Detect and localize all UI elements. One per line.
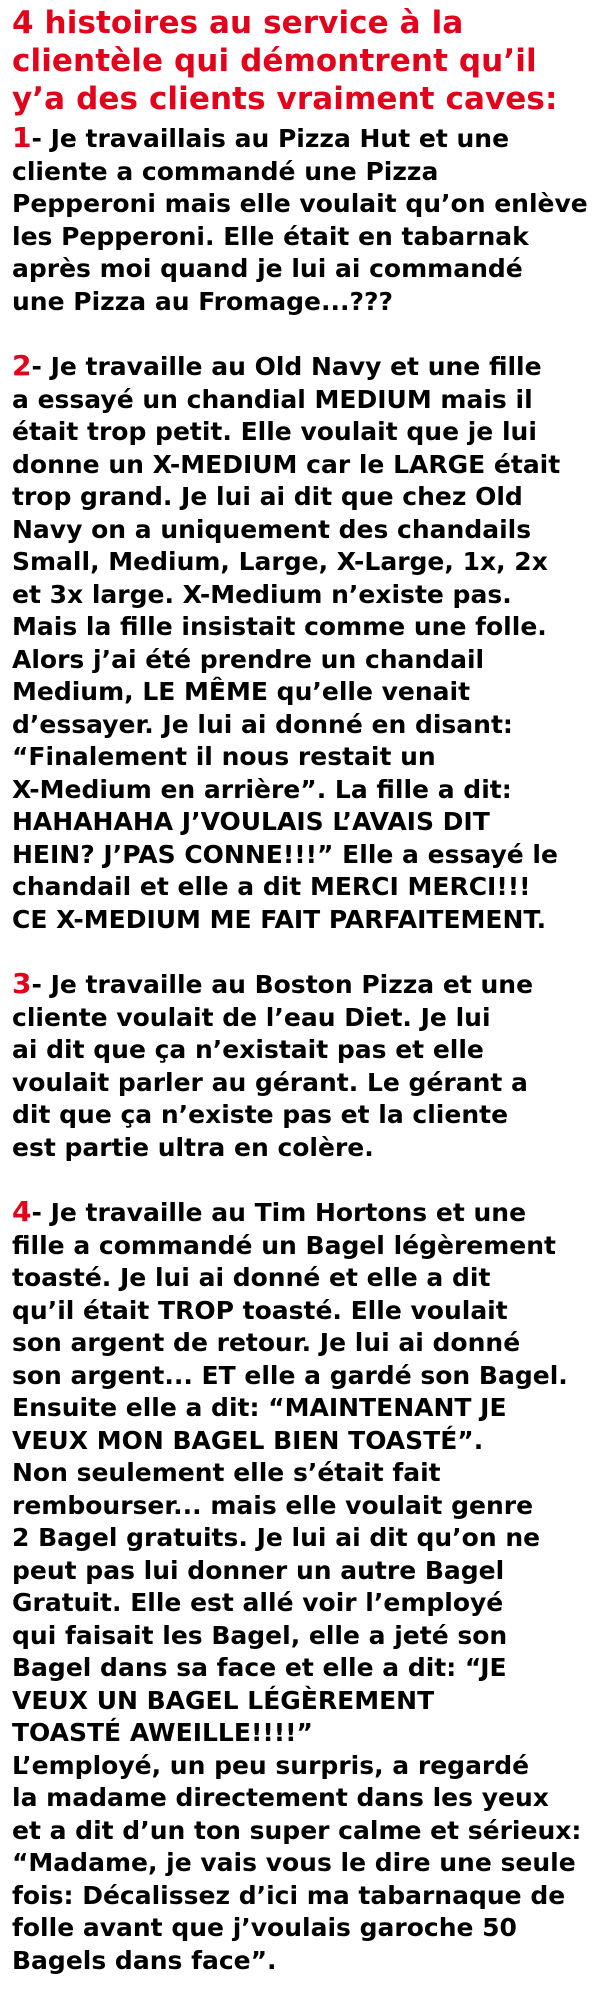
story-text: - Je travaille au Old Navy et une fille <box>31 352 542 381</box>
story-line: et 3x large. X-Medium n’existe pas. <box>12 579 512 609</box>
story-line: son argent de retour. Je lui ai donné <box>12 1328 521 1357</box>
story-line: Ensuite elle a dit: “MAINTENANT JE <box>12 1393 507 1422</box>
article-title <box>12 4 600 118</box>
story-line: cliente a commandé une Pizza <box>12 156 439 186</box>
story-line: son argent... ET elle a gardé son Bagel. <box>12 1360 568 1390</box>
title-line: 4 histoires au service à la <box>12 5 464 41</box>
story-4 <box>12 1196 600 1977</box>
story-line: trop grand. Je lui ai dit que chez Old <box>12 482 523 511</box>
story-line: Mais la fille insistait comme une folle. <box>12 612 547 641</box>
story-line: rembourser... mais elle voulait genre <box>12 1490 534 1520</box>
story-line: d’essayer. Je lui ai donné en disant: <box>12 709 513 739</box>
story-line: “Finalement il nous restait un <box>12 742 436 771</box>
story-line: Small, Medium, Large, X-Large, 1x, 2x <box>12 547 548 576</box>
story-1 <box>12 122 600 318</box>
story-text: - Je travaille au Boston Pizza et une <box>31 970 534 999</box>
story-line: fois: Décalissez d’ici ma tabarnaque de <box>12 1880 566 1910</box>
story-line: toasté. Je lui ai donné et elle a dit <box>12 1263 491 1292</box>
story-line: chandail et elle a dit MERCI MERCI!!! <box>12 872 531 901</box>
story-2 <box>12 350 600 936</box>
story-line: Non seulement elle s’était fait <box>12 1458 441 1487</box>
story-line: TOASTÉ AWEILLE!!!!” <box>12 1718 313 1747</box>
story-line: Gratuit. Elle est allé voir l’employé <box>12 1588 504 1617</box>
story-line: X-Medium en arrière”. La fille a dit: <box>12 774 512 804</box>
story-line: HAHAHAHA J’VOULAIS L’AVAIS DIT <box>12 807 490 836</box>
story-line: Bagel dans sa face et elle a dit: “JE <box>12 1653 507 1682</box>
story-line: VEUX UN BAGEL LÉGÈREMENT <box>12 1685 435 1715</box>
story-line <box>12 350 600 384</box>
story-line: après moi quand je lui ai commandé <box>12 254 523 283</box>
story-line: VEUX MON BAGEL BIEN TOASTÉ”. <box>12 1425 484 1455</box>
story-text: - Je travaille au Tim Hortons et une <box>31 1198 527 1227</box>
story-line: était trop petit. Elle voulait que je lui <box>12 417 537 446</box>
story-line: “Madame, je vais vous le dire une seule <box>12 1848 576 1877</box>
title-line: clientèle qui démontrent qu’il <box>12 43 537 79</box>
stories-list <box>12 122 600 1977</box>
story-line: cliente voulait de l’eau Diet. Je lui <box>12 1002 491 1032</box>
story-line: voulait parler au gérant. Le gérant a <box>12 1067 528 1097</box>
story-line: et a dit d’un ton super calme et sérieux: <box>12 1815 582 1845</box>
story-line: peut pas lui donner un autre Bagel <box>12 1555 505 1585</box>
story-line: une Pizza au Fromage...??? <box>12 286 393 316</box>
story-line: fille a commandé un Bagel légèrement <box>12 1230 556 1260</box>
story-line: les Pepperoni. Elle était en tabarnak <box>12 221 529 251</box>
story-number: 4 <box>12 1195 32 1228</box>
story-line: L’employé, un peu surpris, a regardé <box>12 1750 530 1780</box>
story-number: 1 <box>12 121 32 154</box>
story-line: est partie ultra en colère. <box>12 1132 374 1162</box>
story-line: donne un X-MEDIUM car le LARGE était <box>12 449 561 479</box>
story-text: - Je travaillais au Pizza Hut et une <box>31 124 510 153</box>
story-line: HEIN? J’PAS CONNE!!!” Elle a essayé le <box>12 839 558 869</box>
story-line: Medium, LE MÊME qu’elle venait <box>12 677 471 706</box>
story-line: qui faisait les Bagel, elle a jeté son <box>12 1620 508 1650</box>
story-3 <box>12 968 600 1164</box>
story-line <box>12 968 600 1002</box>
title-line: y’a des clients vraiment caves: <box>12 81 558 117</box>
story-line: CE X-MEDIUM ME FAIT PARFAITEMENT. <box>12 904 547 934</box>
story-line: la madame directement dans les yeux <box>12 1783 549 1812</box>
story-number: 3 <box>12 967 32 1000</box>
story-line: Navy on a uniquement des chandails <box>12 514 532 544</box>
story-line <box>12 1196 600 1230</box>
story-line: Pepperoni mais elle voulait qu’on enlève <box>12 189 588 218</box>
story-line: Bagels dans face”. <box>12 1945 277 1975</box>
story-line: qu’il était TROP toasté. Elle voulait <box>12 1295 508 1325</box>
story-line: Alors j’ai été prendre un chandail <box>12 644 485 674</box>
story-line: a essayé un chandial MEDIUM mais il <box>12 384 533 414</box>
story-line: 2 Bagel gratuits. Je lui ai dit qu’on ne <box>12 1523 541 1552</box>
story-line: folle avant que j’voulais garoche 50 <box>12 1913 517 1942</box>
story-line: ai dit que ça n’existait pas et elle <box>12 1035 484 1064</box>
story-line <box>12 122 600 156</box>
story-line: dit que ça n’existe pas et la cliente <box>12 1100 509 1129</box>
story-number: 2 <box>12 349 32 382</box>
